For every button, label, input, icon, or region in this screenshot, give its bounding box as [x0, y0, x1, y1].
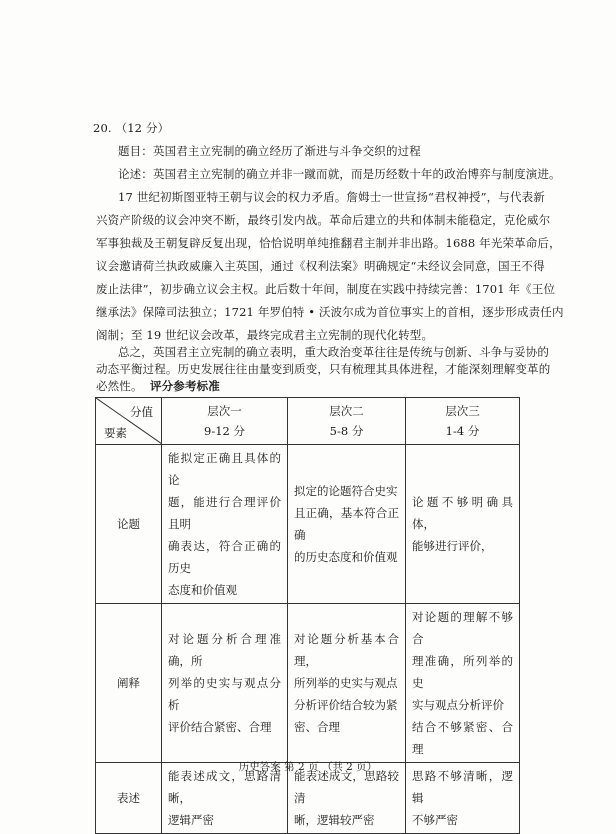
cell-line: 不够严密 [412, 813, 458, 827]
cell-line: 密、合理 [294, 720, 340, 734]
rubric-corner-cell [96, 398, 162, 445]
cell-line: 能表述成文，思路较清 [294, 769, 399, 805]
body-line: 废止法律”，初步确立议会主权。此后数十年间，制度在实践中持续完善：1701 年《王位 [96, 282, 556, 296]
rubric-header-row [96, 398, 520, 445]
cell-line: 列举的史实与观点分析 [168, 676, 281, 712]
conclusion-line: 必然性。 [96, 379, 143, 393]
cell-line: 思路不够清晰，逻辑 [412, 769, 513, 805]
row-element-label: 论题 [96, 445, 162, 604]
rubric-title: 评分参考标准 [150, 379, 220, 393]
body-line: 议会邀请荷兰执政威廉入主英国，通过《权利法案》明确规定“未经议会同意，国王不得 [96, 259, 545, 273]
rubric-cell [288, 445, 406, 604]
level-range: 9-12 分 [204, 424, 245, 438]
rubric-row-topic [96, 445, 520, 604]
body-line: 兴资产阶级的议会冲突不断，最终引发内战。革命后建立的共和体制未能稳定，克伦威尔 [96, 213, 551, 227]
rubric-row-interpretation [96, 604, 520, 763]
cell-line: 分析评价结合较为紧 [294, 698, 398, 712]
cell-line: 评价结合紧密、合理 [168, 720, 272, 734]
cell-line: 对论题分析合理准确，所 [168, 632, 281, 668]
rubric-cell [406, 445, 520, 604]
cell-line: 对论题分析基本合理， [294, 632, 399, 668]
cell-line: 题，能进行合理评价且明 [168, 495, 281, 531]
cell-line: 晰，逻辑较严密 [294, 813, 375, 827]
level-range: 1-4 分 [445, 424, 480, 438]
corner-value-label: 分值 [130, 405, 153, 419]
rubric-cell [162, 445, 288, 604]
question-thesis: 论述：英国君主立宪制的确立并非一蹴而就，而是历经数十年的政治博弈与制度演进。 [118, 167, 561, 181]
level-header [288, 398, 406, 445]
cell-line: 能够进行评价， [412, 539, 493, 553]
rubric-cell [406, 604, 520, 763]
cell-line: 拟定的论题符合史实 [294, 484, 398, 498]
body-line: 继承法》保障司法独立；1721 年罗伯特 • 沃波尔成为首位事实上的首相，逐步形成责任内 [96, 305, 564, 319]
cell-line: 能拟定正确且具体的论 [168, 451, 281, 487]
cell-line: 态度和价值观 [168, 583, 237, 597]
question-points: （12 分） [115, 121, 170, 135]
question-topic: 题目：英国君主立宪制的确立经历了渐进与斗争交织的过程 [118, 144, 421, 158]
question-header [93, 120, 169, 136]
cell-line: 所列举的史实与观点 [294, 676, 398, 690]
cell-line: 能表述成文，思路清晰， [168, 769, 281, 805]
body-line: 17 世纪初斯图亚特王朝与议会的权力矛盾。詹姆士一世宣扬“君权神授”，与代表新 [118, 190, 545, 204]
question-number: 20. [93, 121, 112, 135]
cell-line: 对论题的理解不够合 [412, 610, 513, 646]
cell-line: 实与观点分析评价 [412, 698, 504, 712]
cell-line: 的历史态度和价值观 [294, 550, 398, 564]
cell-line: 确表达，符合正确的历史 [168, 539, 281, 575]
conclusion-line: 总之，英国君主立宪制的确立表明，重大政治变革往往是传统与创新、斗争与妥协的 [118, 345, 550, 359]
level-range: 5-8 分 [329, 424, 364, 438]
row-element-label: 阐释 [96, 604, 162, 763]
level-name: 层次三 [445, 404, 480, 418]
level-name: 层次一 [207, 404, 242, 418]
cell-line: 且正确，基本符合正确 [294, 506, 399, 542]
cell-line: 逻辑严密 [168, 813, 214, 827]
level-header [162, 398, 288, 445]
corner-element-label: 要素 [104, 426, 127, 440]
page-footer: 历史答案 第 2 页 （共 2 页） [238, 761, 378, 773]
cell-line: 理准确，所列举的史 [412, 654, 513, 690]
level-header [406, 398, 520, 445]
cell-line: 论题不够明确具体， [412, 495, 513, 531]
body-line: 阁制；至 19 世纪议会改革，最终完成君主立宪制的现代化转型。 [96, 328, 434, 342]
rubric-cell [288, 604, 406, 763]
row-element-label: 表述 [96, 763, 162, 834]
cell-line: 结合不够紧密、合理 [412, 720, 513, 756]
body-line: 军事独裁及王朝复辟反复出现，恰恰说明单纯推翻君主制并非出路。1688 年光荣革命后， [96, 236, 561, 250]
level-name: 层次二 [329, 404, 364, 418]
conclusion-line: 动态平衡过程。历史发展往往由量变到质变，只有梳理其具体进程，才能深刻理解变革的 [96, 362, 551, 376]
rubric-cell [162, 604, 288, 763]
